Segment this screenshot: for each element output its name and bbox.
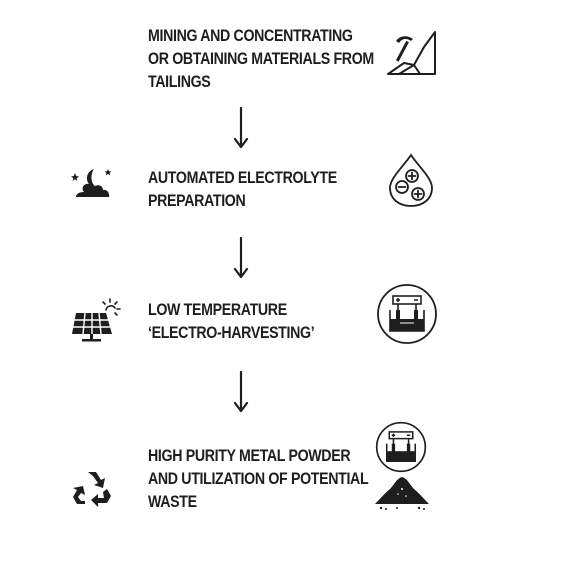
step-4-text bbox=[148, 445, 368, 514]
step-1-line-3: TAILINGS bbox=[148, 73, 211, 91]
powder-pile-icon bbox=[372, 472, 432, 512]
night-moon-stars-icon bbox=[70, 166, 114, 200]
step-4-line-2: AND UTILIZATION OF POTENTIAL bbox=[148, 470, 369, 488]
step-2-line-2: PREPARATION bbox=[148, 192, 246, 210]
arrow-down-icon bbox=[231, 370, 251, 414]
arrow-down-icon bbox=[231, 106, 251, 150]
step-1-line-1: MINING AND CONCENTRATING bbox=[148, 27, 353, 45]
ion-droplet-icon bbox=[385, 152, 437, 208]
step-2-text bbox=[148, 167, 337, 213]
electrolysis-cell-icon bbox=[376, 283, 438, 345]
electrolysis-cell-icon bbox=[375, 421, 427, 473]
step-3-line-2: ‘ELECTRO-HARVESTING’ bbox=[148, 324, 315, 342]
step-2-line-1: AUTOMATED ELECTROLYTE bbox=[148, 169, 337, 187]
step-3-line-1: LOW TEMPERATURE bbox=[148, 301, 287, 319]
step-1-text bbox=[148, 25, 374, 94]
step-4-line-1: HIGH PURITY METAL POWDER bbox=[148, 447, 351, 465]
step-1-line-2: OR OBTAINING MATERIALS FROM bbox=[148, 50, 374, 68]
step-3-text bbox=[148, 299, 314, 345]
solar-panel-icon bbox=[70, 296, 122, 344]
step-4-line-3: WASTE bbox=[148, 493, 197, 511]
arrow-down-icon bbox=[231, 236, 251, 280]
mining-mountain-icon bbox=[384, 27, 442, 79]
recycle-icon bbox=[70, 468, 114, 510]
